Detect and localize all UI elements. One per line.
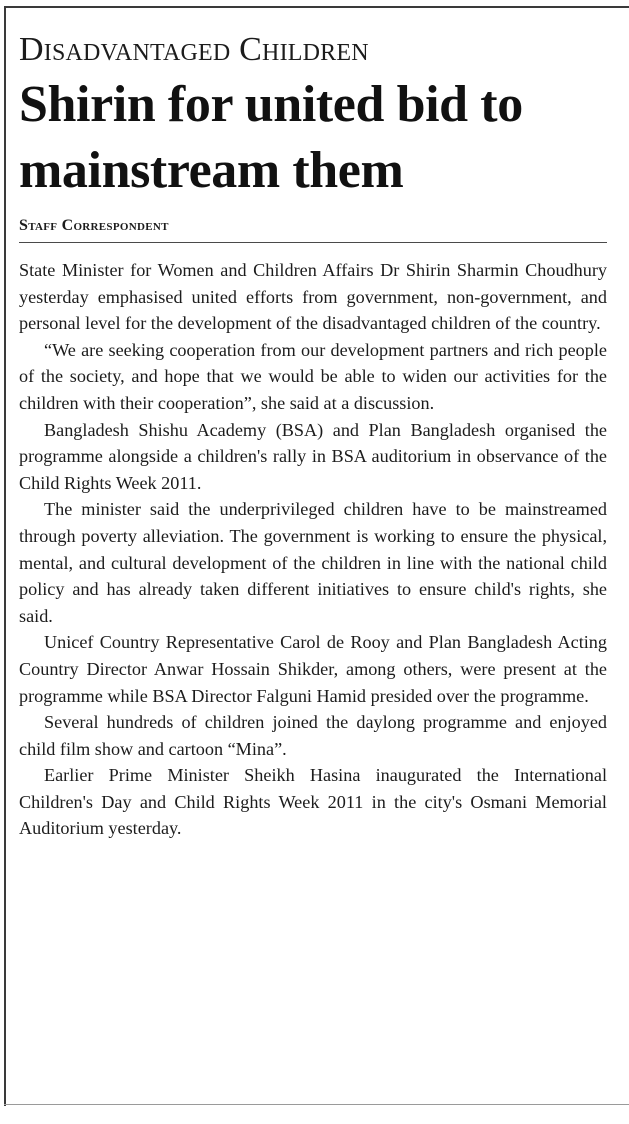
column-left-rule — [4, 6, 6, 1106]
column-top-rule — [4, 6, 629, 8]
article-headline: Shirin for united bid to mainstream them — [19, 76, 523, 199]
article — [19, 30, 607, 842]
article-paragraph: State Minister for Women and Children Affairs Dr Shirin Sharmin Choudhury yesterday emphasised united efforts from government, non-government, and personal level for the development of the disadvantaged children of the country. — [19, 260, 607, 334]
column-bottom-rule — [4, 1104, 629, 1105]
article-paragraph: Several hundreds of children joined the daylong programme and enjoyed child film show and cartoon “Mina”. — [19, 712, 607, 759]
article-body — [19, 257, 607, 842]
article-byline: Staff Correspondent — [19, 217, 169, 234]
article-paragraph: “We are seeking cooperation from our development partners and rich people of the society, and hope that we would be able to widen our activities for the children with their cooperation”, she said at a discussion. — [19, 339, 607, 413]
byline-rule — [19, 242, 607, 243]
article-paragraph: Earlier Prime Minister Sheikh Hasina inaugurated the International Children's Day and Child Rights Week 2011 in the city's Osmani Memorial Auditorium yesterday. — [19, 765, 607, 839]
article-paragraph: Unicef Country Representative Carol de Rooy and Plan Bangladesh Acting Country Director Anwar Hossain Shikder, among others, were present at the programme while BSA Director Falguni Hamid presided over the programme. — [19, 632, 607, 706]
article-paragraph: Bangladesh Shishu Academy (BSA) and Plan Bangladesh organised the programme alongside a children's rally in BSA auditorium in observance of the Child Rights Week 2011. — [19, 419, 607, 493]
article-paragraph: The minister said the underprivileged children have to be mainstreamed through poverty alleviation. The government is working to ensure the physical, mental, and cultural development of the children in line with the national child policy and has already taken different initiatives to ensure child's rights, she said. — [19, 499, 607, 626]
article-kicker: Disadvantaged Children — [19, 31, 369, 68]
